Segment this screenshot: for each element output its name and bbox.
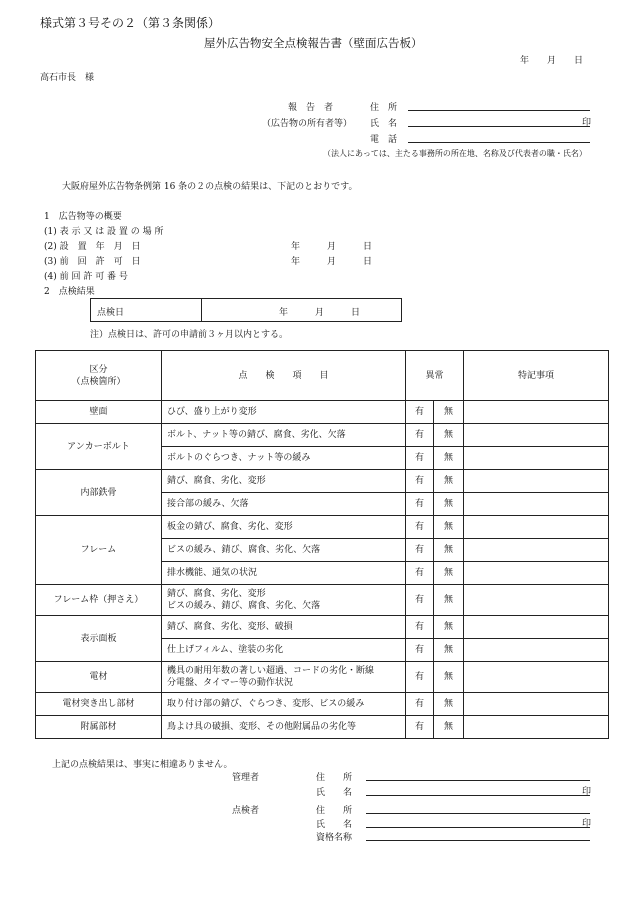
category-cell: 内部鉄骨 (36, 470, 162, 516)
table-row (36, 424, 609, 447)
inspection-date-value: 年 月 日 (279, 308, 361, 318)
remarks-header: 特記事項 (464, 351, 609, 401)
report-date: 年 月 日 (520, 56, 584, 66)
table-row (36, 662, 609, 693)
no-option[interactable]: 無 (434, 516, 464, 539)
no-option[interactable]: 無 (434, 585, 464, 616)
remarks-cell[interactable] (464, 470, 609, 493)
remarks-cell[interactable] (464, 585, 609, 616)
item-cell: 接合部の緩み、欠落 (162, 493, 406, 516)
inspector-address-field[interactable] (366, 813, 590, 814)
remarks-cell[interactable] (464, 716, 609, 739)
inspection-date-divider (201, 299, 202, 321)
no-option[interactable]: 無 (434, 662, 464, 693)
remarks-cell[interactable] (464, 516, 609, 539)
table-header-row (36, 351, 609, 401)
inspection-note: 注）点検日は、許可の申請前３ヶ月以内とする。 (90, 330, 289, 340)
reporter-name-label: 氏 名 (370, 119, 398, 129)
item-cell: 錆び、腐食、劣化、変形 (162, 470, 406, 493)
category-cell: 表示面板 (36, 616, 162, 662)
manager-name-field[interactable] (366, 795, 590, 796)
addressee: 高石市長 様 (40, 73, 95, 83)
item-cell: 排水機能、通気の状況 (162, 562, 406, 585)
yes-option[interactable]: 有 (406, 662, 434, 693)
yes-option[interactable]: 有 (406, 693, 434, 716)
yes-option[interactable]: 有 (406, 539, 434, 562)
installation-date: 年 月 日 (291, 242, 373, 252)
manager-label: 管理者 (232, 773, 260, 783)
no-option[interactable]: 無 (434, 470, 464, 493)
inspector-seal: 印 (582, 819, 592, 829)
overview-item: (3) 前 回 許 可 日 (44, 257, 141, 267)
inspection-date-box[interactable] (90, 298, 402, 322)
remarks-cell[interactable] (464, 401, 609, 424)
yes-option[interactable]: 有 (406, 585, 434, 616)
yes-option[interactable]: 有 (406, 424, 434, 447)
item-cell: 機具の耐用年数の著しい超過、コードの劣化・断線 分電盤、タイマー等の動作状況 (162, 662, 406, 693)
category-cell: アンカーボルト (36, 424, 162, 470)
item-cell: ボルト、ナット等の錆び、腐食、劣化、欠落 (162, 424, 406, 447)
section1-heading: 1 広告物等の概要 (44, 212, 122, 222)
intro-text: 大阪府屋外広告物条例第 16 条の２の点検の結果は、下記のとおりです。 (62, 182, 358, 192)
manager-seal: 印 (582, 787, 592, 797)
remarks-cell[interactable] (464, 562, 609, 585)
reporter-phone-label: 電 話 (370, 135, 398, 145)
yes-option[interactable]: 有 (406, 493, 434, 516)
reporter-seal: 印 (582, 118, 592, 128)
inspector-name-label: 氏 名 (316, 820, 353, 830)
table-row (36, 693, 609, 716)
overview-item: (2) 設 置 年 月 日 (44, 242, 141, 252)
no-option[interactable]: 無 (434, 639, 464, 662)
overview-item: (1) 表 示 又 は 設 置 の 場 所 (44, 227, 164, 237)
item-cell: 仕上げフィルム、塗装の劣化 (162, 639, 406, 662)
no-option[interactable]: 無 (434, 693, 464, 716)
manager-address-label: 住 所 (316, 773, 353, 783)
no-option[interactable]: 無 (434, 493, 464, 516)
no-option[interactable]: 無 (434, 447, 464, 470)
item-cell: ボルトのぐらつき、ナット等の緩み (162, 447, 406, 470)
reporter-phone-field[interactable] (408, 142, 590, 143)
table-row (36, 716, 609, 739)
no-option[interactable]: 無 (434, 401, 464, 424)
item-cell: 錆び、腐食、劣化、変形 ビスの緩み、錆び、腐食、劣化、欠落 (162, 585, 406, 616)
manager-name-label: 氏 名 (316, 788, 353, 798)
item-cell: ビスの緩み、錆び、腐食、劣化、欠落 (162, 539, 406, 562)
inspector-label: 点検者 (232, 806, 260, 816)
table-row (36, 585, 609, 616)
abnormal-header: 異常 (406, 351, 464, 401)
section2-heading: 2 点検結果 (44, 287, 95, 297)
item-cell: 鳥よけ具の破損、変形、その他附属品の劣化等 (162, 716, 406, 739)
category-header: 区分 （点検箇所） (36, 351, 162, 401)
yes-option[interactable]: 有 (406, 639, 434, 662)
inspector-name-field[interactable] (366, 827, 590, 828)
category-cell: 附属部材 (36, 716, 162, 739)
overview-item: (4) 前 回 許 可 番 号 (44, 272, 128, 282)
reporter-name-field[interactable] (408, 126, 590, 127)
inspection-table (35, 350, 609, 739)
reporter-label: 報 告 者 (288, 103, 334, 113)
category-cell: 電材 (36, 662, 162, 693)
remarks-cell[interactable] (464, 493, 609, 516)
category-cell: 電材突き出し部材 (36, 693, 162, 716)
yes-option[interactable]: 有 (406, 516, 434, 539)
yes-option[interactable]: 有 (406, 447, 434, 470)
table-row (36, 401, 609, 424)
yes-option[interactable]: 有 (406, 401, 434, 424)
owner-label: （広告物の所有者等） (262, 119, 353, 129)
item-cell: ひび、盛り上がり変形 (162, 401, 406, 424)
item-cell: 板金の錆び、腐食、劣化、変形 (162, 516, 406, 539)
qualification-field[interactable] (366, 840, 590, 841)
remarks-cell[interactable] (464, 662, 609, 693)
form-number: 様式第３号その２（第３条関係） (40, 16, 221, 30)
inspector-address-label: 住 所 (316, 806, 353, 816)
yes-option[interactable]: 有 (406, 616, 434, 639)
remarks-cell[interactable] (464, 539, 609, 562)
reporter-address-label: 住 所 (370, 103, 398, 113)
table-row (36, 516, 609, 539)
items-header: 点 検 項 目 (162, 351, 406, 401)
yes-option[interactable]: 有 (406, 470, 434, 493)
remarks-cell[interactable] (464, 424, 609, 447)
category-cell: 壁面 (36, 401, 162, 424)
remarks-cell[interactable] (464, 639, 609, 662)
remarks-cell[interactable] (464, 447, 609, 470)
remarks-cell[interactable] (464, 693, 609, 716)
table-row (36, 470, 609, 493)
reporter-address-field[interactable] (408, 110, 590, 111)
remarks-cell[interactable] (464, 616, 609, 639)
manager-address-field[interactable] (366, 780, 590, 781)
yes-option[interactable]: 有 (406, 562, 434, 585)
no-option[interactable]: 無 (434, 616, 464, 639)
page-title: 屋外広告物安全点検報告書（壁面広告板） (204, 36, 423, 50)
table-row (36, 616, 609, 639)
previous-permit-date: 年 月 日 (291, 257, 373, 267)
no-option[interactable]: 無 (434, 716, 464, 739)
inspection-date-label: 点検日 (97, 308, 125, 318)
no-option[interactable]: 無 (434, 562, 464, 585)
item-cell: 錆び、腐食、劣化、変形、破損 (162, 616, 406, 639)
category-cell: フレーム (36, 516, 162, 585)
corporate-note: （法人にあっては、主たる事務所の所在地、名称及び代表者の職・氏名） (323, 149, 587, 158)
item-cell: 取り付け部の錆び、ぐらつき、変形、ビスの緩み (162, 693, 406, 716)
qualification-label: 資格名称 (316, 833, 353, 843)
certification-statement: 上記の点検結果は、事実に相違ありません。 (52, 760, 233, 770)
category-cell: フレーム枠（押さえ） (36, 585, 162, 616)
no-option[interactable]: 無 (434, 424, 464, 447)
no-option[interactable]: 無 (434, 539, 464, 562)
yes-option[interactable]: 有 (406, 716, 434, 739)
